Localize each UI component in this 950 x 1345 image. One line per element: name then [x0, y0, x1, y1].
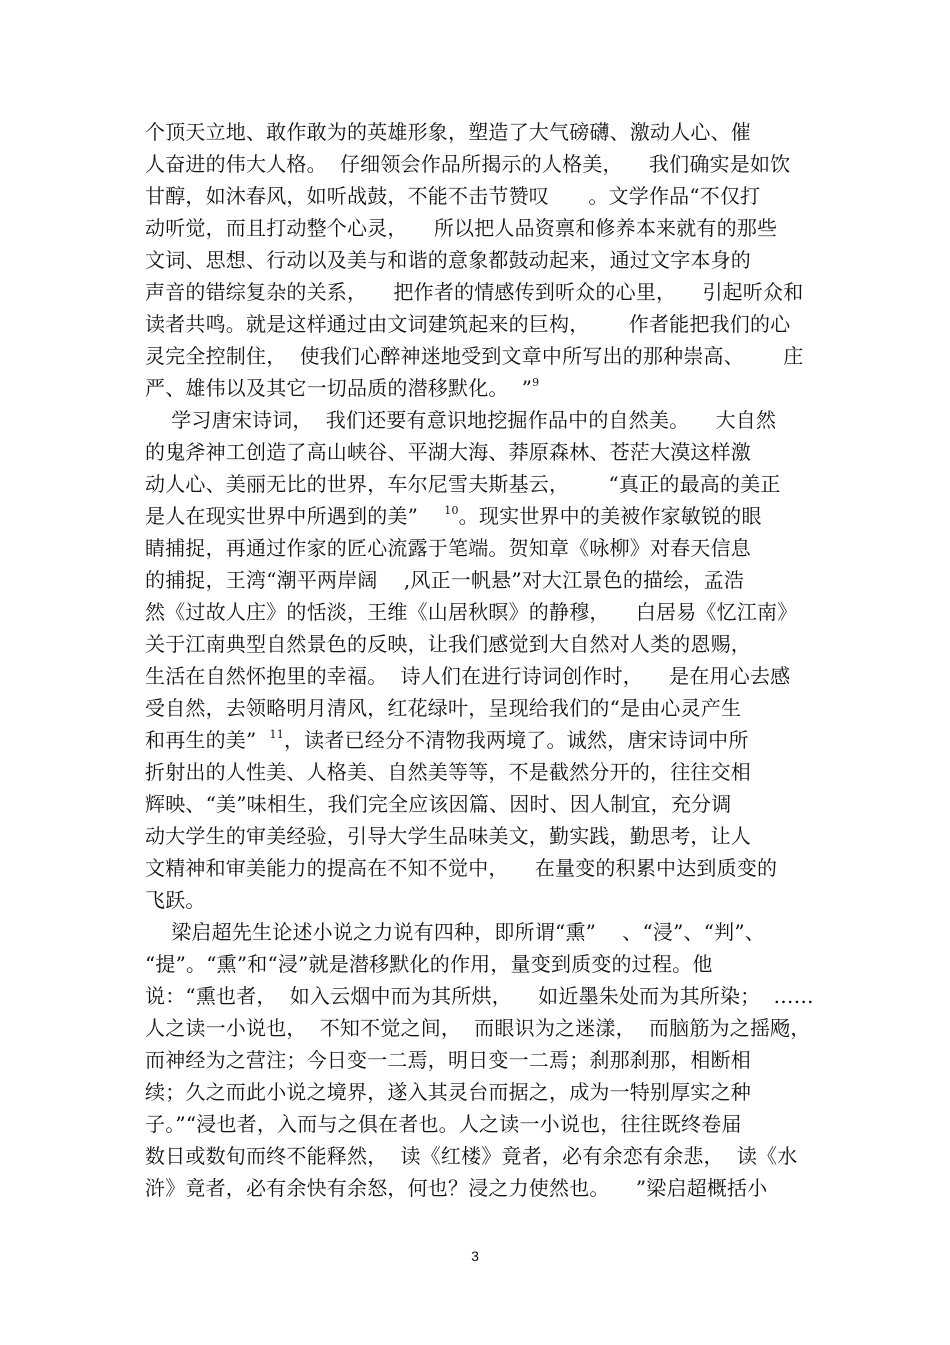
- footnote-ref: 9: [532, 376, 540, 389]
- text-line: 的鬼斧神工创造了高山峡谷、平湖大海、莽原森林、苍茫大漠这样激: [145, 440, 751, 464]
- text-line: 动大学生的审美经验，引导大学生品味美文，勤实践，勤思考，让人: [145, 824, 751, 848]
- text-line: 个顶天立地、敢作敢为的英雄形象，塑造了大气磅礴、激动人心、催: [145, 120, 751, 144]
- text-line: 文精神和审美能力的提高在不知不觉中， 在量变的积累中达到质变的: [145, 856, 778, 880]
- text-line: 人之读一小说也， 不知不觉之间， 而眼识为之迷漾， 而脑筋为之摇飏，: [145, 1016, 811, 1040]
- body-text: [145, 116, 825, 1204]
- text-line: 子。”“浸也者，入而与之俱在者也。人之读一小说也，往往既终卷届: [145, 1112, 742, 1136]
- text-line: 折射出的人性美、人格美、自然美等等，不是截然分开的，往往交相: [145, 760, 751, 784]
- text-line: 梁启超先生论述小说之力说有四种，即所谓“熏” 、“浸”、“判”、: [145, 920, 766, 944]
- text-line: 声音的错综复杂的关系， 把作者的情感传到听众的心里， 引起听众和: [145, 280, 804, 304]
- text-line: 浒》竟者，必有余快有余怒，何也？浸之力使然也。 ”梁启超概括小: [145, 1176, 768, 1200]
- text-line: 是人在现实世界中所遇到的美” $^{10}$。现实世界中的美被作家敏锐的眼: [145, 504, 762, 528]
- text-line: 说：“熏也者， 如入云烟中而为其所烘， 如近墨朱处而为其所染； ……: [145, 984, 814, 1008]
- text-line: 飞跃。: [145, 888, 206, 912]
- text-line: 文词、思想、行动以及美与和谐的意象都鼓动起来，通过文字本身的: [145, 248, 751, 272]
- text-line: 灵完全控制住， 使我们心醉神迷地受到文章中所写出的那种崇高、 庄: [145, 344, 804, 368]
- text-line: 动听觉，而且打动整个心灵， 所以把人品资禀和修养本来就有的那些: [145, 216, 778, 240]
- text-line: 严、雄伟以及其它一切品质的潜移默化。 ”$^9$: [145, 376, 540, 400]
- text-line: 受自然，去领略明月清风，红花绿叶，呈现给我们的“是由心灵产生: [145, 696, 742, 720]
- text-line: 学习唐宋诗词， 我们还要有意识地挖掘作品中的自然美。 大自然: [145, 408, 777, 432]
- page-number: 3: [471, 1248, 479, 1264]
- text-line: 人奋进的伟大人格。 仔细领会作品所揭示的人格美， 我们确实是如饮: [145, 152, 791, 176]
- text-line: 然《过故人庄》的恬淡，王维《山居秋暝》的静穆， 白居易《忆江南》: [145, 600, 798, 624]
- text-line: 关于江南典型自然景色的反映，让我们感觉到大自然对人类的恩赐，: [145, 632, 751, 656]
- text-line: 数日或数旬而终不能释然， 读《红楼》竟者，必有余恋有余悲， 读《水: [145, 1144, 798, 1168]
- text-line: 而神经为之营注；今日变一二焉，明日变一二焉；刹那刹那，相断相: [145, 1048, 751, 1072]
- text-line: “提”。“熏”和“浸”就是潜移默化的作用，量变到质变的过程。他: [145, 952, 713, 976]
- footnote-ref: 11: [269, 728, 284, 741]
- text-line: 动人心、美丽无比的世界，车尔尼雪夫斯基云， “真正的最高的美正: [145, 472, 781, 496]
- text-line: 的捕捉，王湾“潮平两岸阔 ,风正一帆悬”对大江景色的描绘，孟浩: [145, 568, 745, 592]
- footnote-ref: 10: [444, 504, 459, 517]
- text-line: 睛捕捉，再通过作家的匠心流露于笔端。贺知章《咏柳》对春天信息: [145, 536, 751, 560]
- text-line: 和再生的美” $^{11}$，读者已经分不清物我两境了。诚然，唐宋诗词中所: [145, 728, 749, 752]
- text-line: 续；久之而此小说之境界，遂入其灵台而据之，成为一特别厚实之种: [145, 1080, 751, 1104]
- text-line: 甘醇，如沐春风，如听战鼓，不能不击节赞叹 。文学作品“不仅打: [145, 184, 761, 208]
- text-line: 辉映、“美”味相生，我们完全应该因篇、因时、因人制宜，充分调: [145, 792, 732, 816]
- text-line: 生活在自然怀抱里的幸福。 诗人们在进行诗词创作时， 是在用心去感: [145, 664, 791, 688]
- text-line: 读者共鸣。就是这样通过由文词建筑起来的巨构， 作者能把我们的心: [145, 312, 791, 336]
